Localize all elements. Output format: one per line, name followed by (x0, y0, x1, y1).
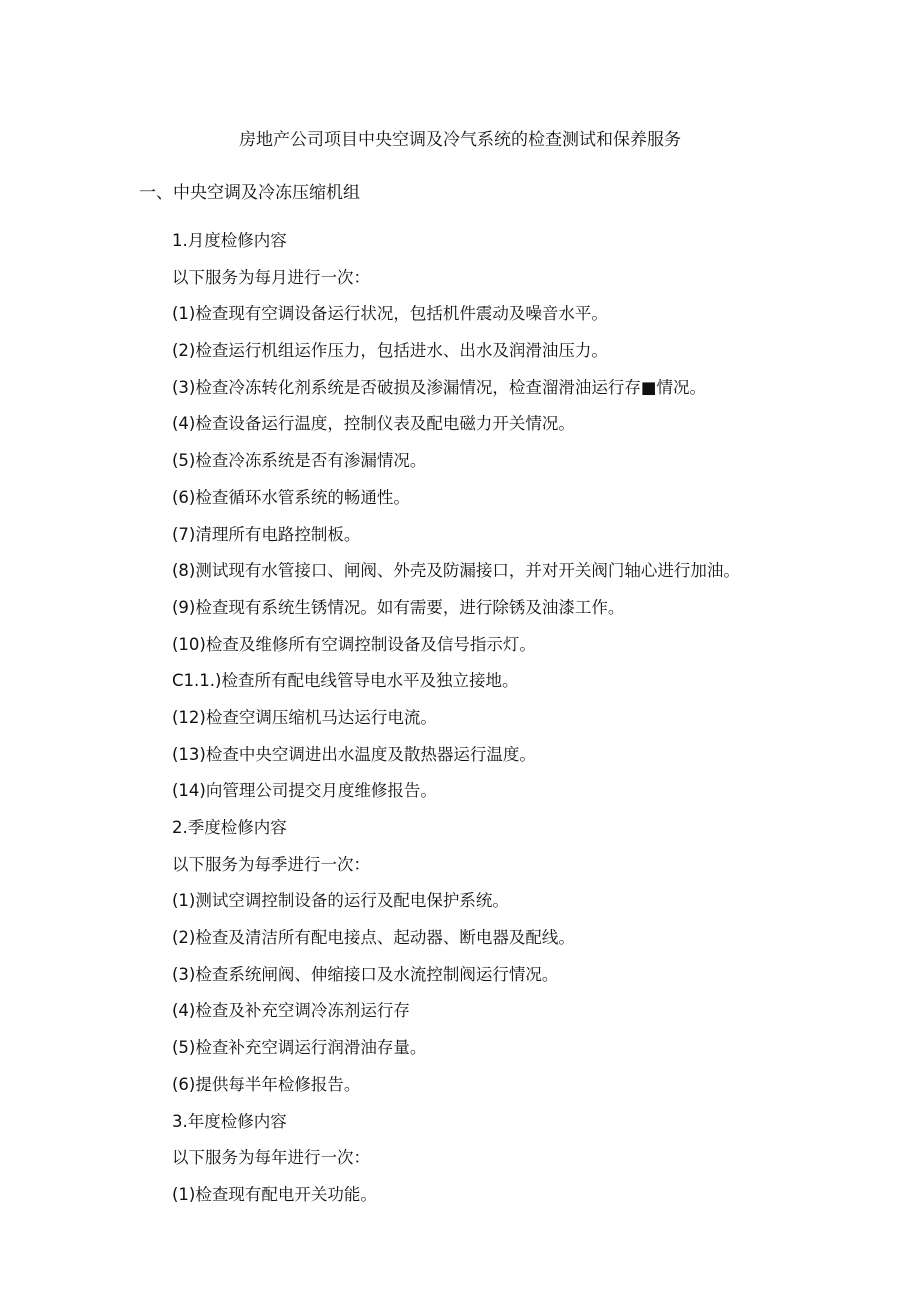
content-lines (172, 228, 740, 1219)
content-line: (1)检查现有空调设备运行状况，包括机件震动及噪音水平。 (172, 304, 608, 324)
section-heading: 一、中央空调及冷冻压缩机组 (139, 183, 360, 203)
content-line: (1)检查现有配电开关功能。 (172, 1184, 377, 1204)
content-line: (2)检查运行机组运作压力，包括进水、出水及润滑油压力。 (172, 341, 608, 361)
content-line: (5)检查补充空调运行润滑油存量。 (172, 1038, 427, 1058)
content-line: (3)检查系统闸阀、伸缩接口及水流控制阀运行情况。 (172, 964, 559, 984)
content-line: (14)向管理公司提交月度维修报告。 (172, 781, 437, 801)
content-line: (1)测试空调控制设备的运行及配电保护系统。 (172, 891, 509, 911)
content-line: 以下服务为每季进行一次： (172, 854, 370, 874)
content-line: (13)检查中央空调进出水温度及散热器运行温度。 (172, 744, 536, 764)
content-line: (4)检查及补充空调冷冻剂运行存 (172, 1001, 410, 1021)
content-line: (8)测试现有水管接口、闸阀、外壳及防漏接口，并对开关阀门轴心进行加油。 (172, 561, 740, 581)
content-line: (10)检查及维修所有空调控制设备及信号指示灯。 (172, 634, 536, 654)
content-line: (12)检查空调压缩机马达运行电流。 (172, 707, 437, 727)
content-line: (6)提供每半年检修报告。 (172, 1074, 361, 1094)
content-line: 3.年度检修内容 (172, 1111, 287, 1131)
content-line: 以下服务为每月进行一次： (172, 267, 370, 287)
content-line: (9)检查现有系统生锈情况。如有需要，进行除锈及油漆工作。 (172, 597, 625, 617)
content-line: C1.1.)检查所有配电线管导电水平及独立接地。 (172, 671, 519, 691)
content-line: (4)检查设备运行温度，控制仪表及配电磁力开关情况。 (172, 414, 575, 434)
content-line: 1.月度检修内容 (172, 231, 287, 250)
document-title: 房地产公司项目中央空调及冷气系统的检查测试和保养服务 (239, 130, 681, 150)
content-line: (2)检查及清洁所有配电接点、起动器、断电器及配线。 (172, 928, 575, 948)
content-line: 2.季度检修内容 (172, 818, 287, 837)
content-line: (5)检查冷冻系统是否有渗漏情况。 (172, 451, 427, 471)
content-line: (7)清理所有电路控制板。 (172, 524, 361, 544)
content-line: 以下服务为每年进行一次： (172, 1148, 370, 1168)
content-line: (6)检查循环水管系统的畅通性。 (172, 487, 410, 507)
content-line: (3)检查冷冻转化剂系统是否破损及渗漏情况，检查溜滑油运行存■情况。 (172, 377, 706, 397)
